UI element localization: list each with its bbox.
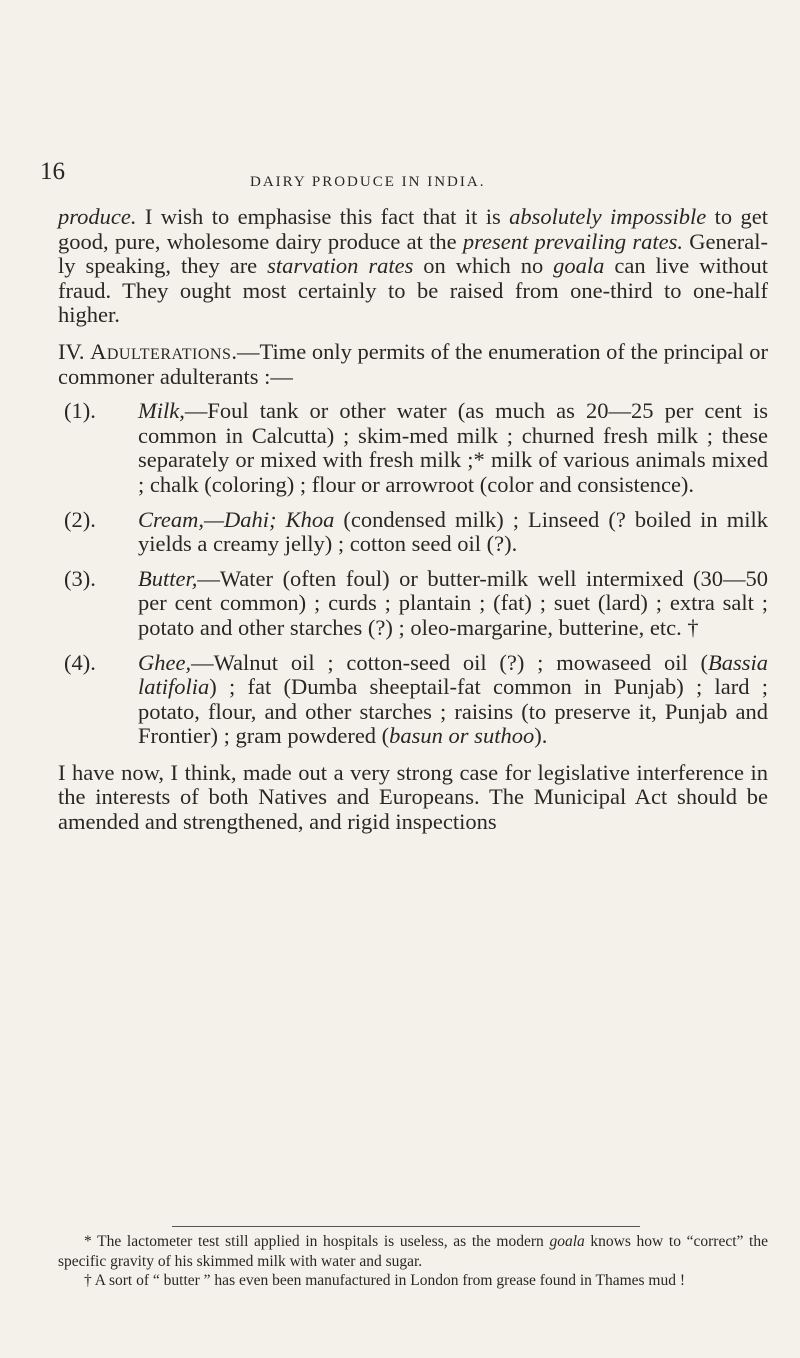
running-title: DAIRY PRODUCE IN INDIA. bbox=[250, 174, 486, 190]
page-number: 16 bbox=[40, 158, 65, 185]
paragraph-legislation: I have now, I think, made out a very strong case for legislative interference in the interests of both Natives and Europeans. The Municipal Act should be amended and strengthened, and rigid inspections bbox=[58, 759, 768, 835]
list-item-milk: (1). Milk,—Foul tank or other water (as much as 20—25 per cent is common in Calcutta) ; skim-med milk ; churned fresh milk ; these separately or mixed with fresh milk ;* milk of various animals mixed ; chalk (coloring) ; flour or arrowroot (color and consistence). bbox=[64, 398, 768, 497]
paragraph-produce: produce. I wish to emphasise this fact that it is absolutely impossible to get good, pure, wholesome dairy produce at the present prevailing rates. General-ly speaking, they are starvation rates on which no goala can live without fraud. They ought most certainly to be raised from one-third to one-half higher. bbox=[58, 204, 768, 328]
footnotes bbox=[58, 1232, 768, 1291]
list-item-cream: (2). Cream,—Dahi; Khoa (condensed milk) ; Linseed (? boiled in milk yields a creamy jelly) ; cotton seed oil (?). bbox=[64, 506, 768, 557]
main-text bbox=[58, 205, 768, 835]
footnote-divider bbox=[172, 1226, 640, 1227]
footnote-butter-grease: † A sort of “ butter ” has even been manufactured in London from grease found in Thames mud ! bbox=[84, 1272, 686, 1289]
section-heading-adulterations: IV. Adulterations.—Time only permits of the enumeration of the principal or commoner adulterants :— bbox=[58, 338, 769, 389]
footnote-lactometer: * The lactometer test still applied in hospitals is useless, as the modern goala knows how to “correct” the specific gravity of his skimmed milk with water and sugar. bbox=[58, 1233, 768, 1270]
list-item-ghee: (4). Ghee,—Walnut oil ; cotton-seed oil (?) ; mowaseed oil (Bassia latifolia) ; fat (Dumba sheeptail-fat common in Punjab) ; lard ; potato, flour, and other starches ; raisins (to preserve it, Punjab and Frontier) ; gram powdered (basun or suthoo). bbox=[64, 649, 768, 749]
list-item-butter: (3). Butter,—Water (often foul) or butter-milk well intermixed (30—50 per cent common) ; curds ; plantain ; (fat) ; suet (lard) ; extra salt ; potato and other starches (?) ; oleo-margarine, butterine, etc. † bbox=[64, 565, 768, 640]
